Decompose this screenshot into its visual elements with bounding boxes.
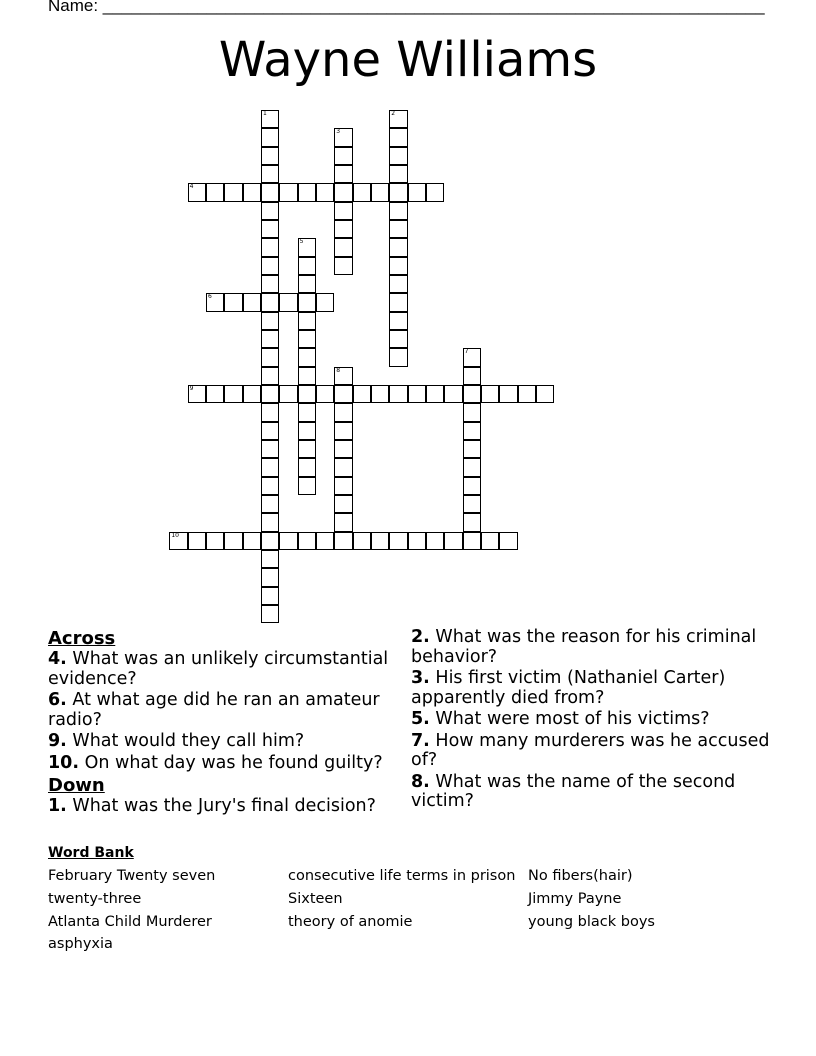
grid-cell[interactable] [261, 238, 279, 256]
across-heading: Across [48, 628, 116, 649]
grid-cell[interactable] [334, 477, 352, 495]
grid-cell[interactable] [261, 312, 279, 330]
grid-cell[interactable] [389, 532, 407, 550]
grid-cell[interactable] [298, 532, 316, 550]
grid-cell[interactable] [389, 238, 407, 256]
grid-cell[interactable] [224, 532, 242, 550]
grid-cell[interactable] [261, 605, 279, 623]
grid-cell[interactable] [206, 385, 224, 403]
grid-cell[interactable] [243, 532, 261, 550]
grid-cell[interactable] [371, 385, 389, 403]
grid-cell[interactable] [334, 202, 352, 220]
grid-cell[interactable] [224, 183, 242, 201]
grid-cell[interactable] [463, 458, 481, 476]
grid-cell[interactable] [261, 367, 279, 385]
grid-cell[interactable] [389, 385, 407, 403]
grid-cell[interactable] [261, 587, 279, 605]
clue-number: 4 [189, 183, 194, 191]
grid-cell[interactable] [261, 147, 279, 165]
grid-cell[interactable] [389, 128, 407, 146]
grid-cell[interactable] [206, 183, 224, 201]
word-bank-item: No fibers(hair) [528, 868, 633, 884]
word-bank-item: Atlanta Child Murderer [48, 914, 212, 930]
grid-cell[interactable] [298, 348, 316, 366]
word-bank-item: February Twenty seven [48, 868, 216, 884]
grid-cell[interactable] [353, 183, 371, 201]
grid-cell[interactable] [334, 165, 352, 183]
grid-cell[interactable] [481, 532, 499, 550]
grid-cell[interactable] [261, 403, 279, 421]
clue-across-10: 10. On what day was he found guilty? [48, 752, 383, 773]
grid-cell[interactable] [334, 257, 352, 275]
grid-cell[interactable] [261, 458, 279, 476]
grid-cell[interactable] [261, 330, 279, 348]
grid-cell[interactable] [463, 532, 481, 550]
grid-cell[interactable] [224, 385, 242, 403]
grid-cell[interactable] [334, 440, 352, 458]
grid-cell[interactable] [353, 385, 371, 403]
grid-cell[interactable] [261, 348, 279, 366]
grid-cell[interactable] [389, 275, 407, 293]
clue-number: 9 [189, 384, 194, 392]
word-bank-item: theory of anomie [288, 914, 413, 930]
grid-cell[interactable] [444, 532, 462, 550]
grid-cell[interactable] [353, 532, 371, 550]
grid-cell[interactable] [334, 458, 352, 476]
grid-cell[interactable] [389, 220, 407, 238]
grid-cell[interactable] [334, 367, 352, 385]
word-bank-item: twenty-three [48, 891, 142, 907]
grid-cell[interactable] [261, 532, 279, 550]
grid-cell[interactable] [261, 183, 279, 201]
grid-cell[interactable] [463, 422, 481, 440]
grid-cell[interactable] [334, 495, 352, 513]
grid-cell[interactable] [334, 513, 352, 531]
grid-cell[interactable] [261, 128, 279, 146]
clue-down-8: 8. What was the name of the second victim? [411, 771, 736, 811]
clues-left-column [48, 628, 393, 819]
grid-cell[interactable] [334, 532, 352, 550]
grid-cell[interactable] [334, 220, 352, 238]
grid-cell[interactable] [334, 238, 352, 256]
grid-cell[interactable] [334, 147, 352, 165]
grid-cell[interactable] [298, 422, 316, 440]
grid-cell[interactable] [298, 257, 316, 275]
grid-cell[interactable] [298, 293, 316, 311]
clue-across-9: 9. What would they call him? [48, 731, 305, 751]
grid-cell[interactable] [169, 532, 187, 550]
grid-cell[interactable] [518, 385, 536, 403]
grid-cell[interactable] [188, 385, 206, 403]
grid-cell[interactable] [261, 110, 279, 128]
clues-right-column [411, 628, 771, 814]
grid-cell[interactable] [298, 367, 316, 385]
grid-cell[interactable] [298, 440, 316, 458]
grid-cell[interactable] [426, 385, 444, 403]
grid-cell[interactable] [261, 477, 279, 495]
grid-cell[interactable] [188, 183, 206, 201]
grid-cell[interactable] [316, 183, 334, 201]
grid-cell[interactable] [371, 183, 389, 201]
clue-number: 1 [262, 110, 267, 117]
word-bank-item: consecutive life terms in prison [288, 868, 516, 884]
grid-cell[interactable] [408, 385, 426, 403]
grid-cell[interactable] [279, 385, 297, 403]
grid-cell[interactable] [389, 110, 407, 128]
puzzle-title: Wayne Williams [218, 32, 598, 88]
clue-down-2: 2. What was the reason for his criminal behavior? [411, 627, 757, 667]
word-bank-heading: Word Bank [48, 845, 134, 861]
grid-cell[interactable] [334, 183, 352, 201]
grid-cell[interactable] [298, 238, 316, 256]
grid-cell[interactable] [426, 532, 444, 550]
grid-cell[interactable] [224, 293, 242, 311]
grid-cell[interactable] [426, 183, 444, 201]
grid-cell[interactable] [389, 202, 407, 220]
clue-number: 5 [299, 238, 304, 246]
clue-number: 7 [464, 348, 469, 356]
grid-cell[interactable] [389, 330, 407, 348]
grid-cell[interactable] [261, 293, 279, 311]
grid-cell[interactable] [298, 385, 316, 403]
grid-cell[interactable] [243, 183, 261, 201]
grid-cell[interactable] [188, 532, 206, 550]
grid-cell[interactable] [298, 403, 316, 421]
grid-cell[interactable] [463, 367, 481, 385]
grid-cell[interactable] [408, 183, 426, 201]
grid-cell[interactable] [444, 385, 462, 403]
grid-cell[interactable] [463, 513, 481, 531]
word-bank-item: Sixteen [288, 891, 343, 907]
clue-down-1: 1. What was the Jury's final decision? [48, 796, 376, 816]
grid-cell[interactable] [316, 532, 334, 550]
grid-cell[interactable] [279, 293, 297, 311]
grid-cell[interactable] [536, 385, 554, 403]
grid-cell[interactable] [463, 403, 481, 421]
grid-cell[interactable] [389, 165, 407, 183]
grid-cell[interactable] [371, 532, 389, 550]
clue-down-5: 5. What were most of his victims? [411, 709, 710, 729]
clue-number: 6 [207, 293, 212, 301]
word-bank-item: Jimmy Payne [528, 891, 622, 907]
grid-cell[interactable] [206, 293, 224, 311]
grid-cell[interactable] [463, 477, 481, 495]
grid-cell[interactable] [261, 440, 279, 458]
grid-cell[interactable] [316, 293, 334, 311]
grid-cell[interactable] [316, 385, 334, 403]
grid-cell[interactable] [463, 385, 481, 403]
grid-cell[interactable] [261, 495, 279, 513]
grid-cell[interactable] [279, 532, 297, 550]
clue-number: 8 [336, 366, 341, 374]
grid-cell[interactable] [261, 513, 279, 531]
grid-cell[interactable] [463, 440, 481, 458]
clue-number: 2 [391, 110, 396, 117]
grid-cell[interactable] [298, 183, 316, 201]
grid-cell[interactable] [298, 458, 316, 476]
clue-number: 10 [171, 531, 179, 539]
clue-number: 3 [336, 128, 341, 136]
clue-down-7: 7. How many murderers was he accused of? [411, 730, 770, 770]
grid-cell[interactable] [261, 422, 279, 440]
clue-across-6: 6. At what age did he ran an amateur radio? [48, 690, 380, 730]
grid-cell[interactable] [261, 165, 279, 183]
grid-cell[interactable] [389, 312, 407, 330]
grid-cell[interactable] [298, 312, 316, 330]
grid-cell[interactable] [261, 202, 279, 220]
grid-cell[interactable] [261, 385, 279, 403]
grid-cell[interactable] [298, 275, 316, 293]
grid-cell[interactable] [389, 348, 407, 366]
grid-cell[interactable] [279, 183, 297, 201]
grid-cell[interactable] [298, 477, 316, 495]
grid-cell[interactable] [389, 183, 407, 201]
grid-cell[interactable] [389, 147, 407, 165]
grid-cell[interactable] [389, 257, 407, 275]
clue-down-3: 3. His first victim (Nathaniel Carter) apparently died from? [411, 668, 726, 708]
grid-cell[interactable] [243, 293, 261, 311]
word-bank-item: young black boys [528, 914, 655, 930]
grid-cell[interactable] [206, 532, 224, 550]
grid-cell[interactable] [389, 293, 407, 311]
word-bank-item: asphyxia [48, 936, 113, 952]
grid-cell[interactable] [298, 330, 316, 348]
grid-cell[interactable] [261, 220, 279, 238]
grid-cell[interactable] [499, 532, 517, 550]
grid-cell[interactable] [499, 385, 517, 403]
grid-cell[interactable] [463, 348, 481, 366]
clue-across-4: 4. What was an unlikely circumstantial evidence? [48, 649, 389, 689]
grid-cell[interactable] [334, 403, 352, 421]
grid-cell[interactable] [261, 568, 279, 586]
grid-cell[interactable] [334, 128, 352, 146]
grid-cell[interactable] [334, 422, 352, 440]
name-field-label: Name: ______________________________________________________________________ [48, 0, 765, 15]
grid-cell[interactable] [334, 385, 352, 403]
grid-cell[interactable] [261, 257, 279, 275]
grid-cell[interactable] [463, 495, 481, 513]
grid-cell[interactable] [481, 385, 499, 403]
grid-cell[interactable] [408, 532, 426, 550]
grid-cell[interactable] [261, 275, 279, 293]
grid-cell[interactable] [261, 550, 279, 568]
down-heading: Down [48, 775, 105, 796]
grid-cell[interactable] [243, 385, 261, 403]
